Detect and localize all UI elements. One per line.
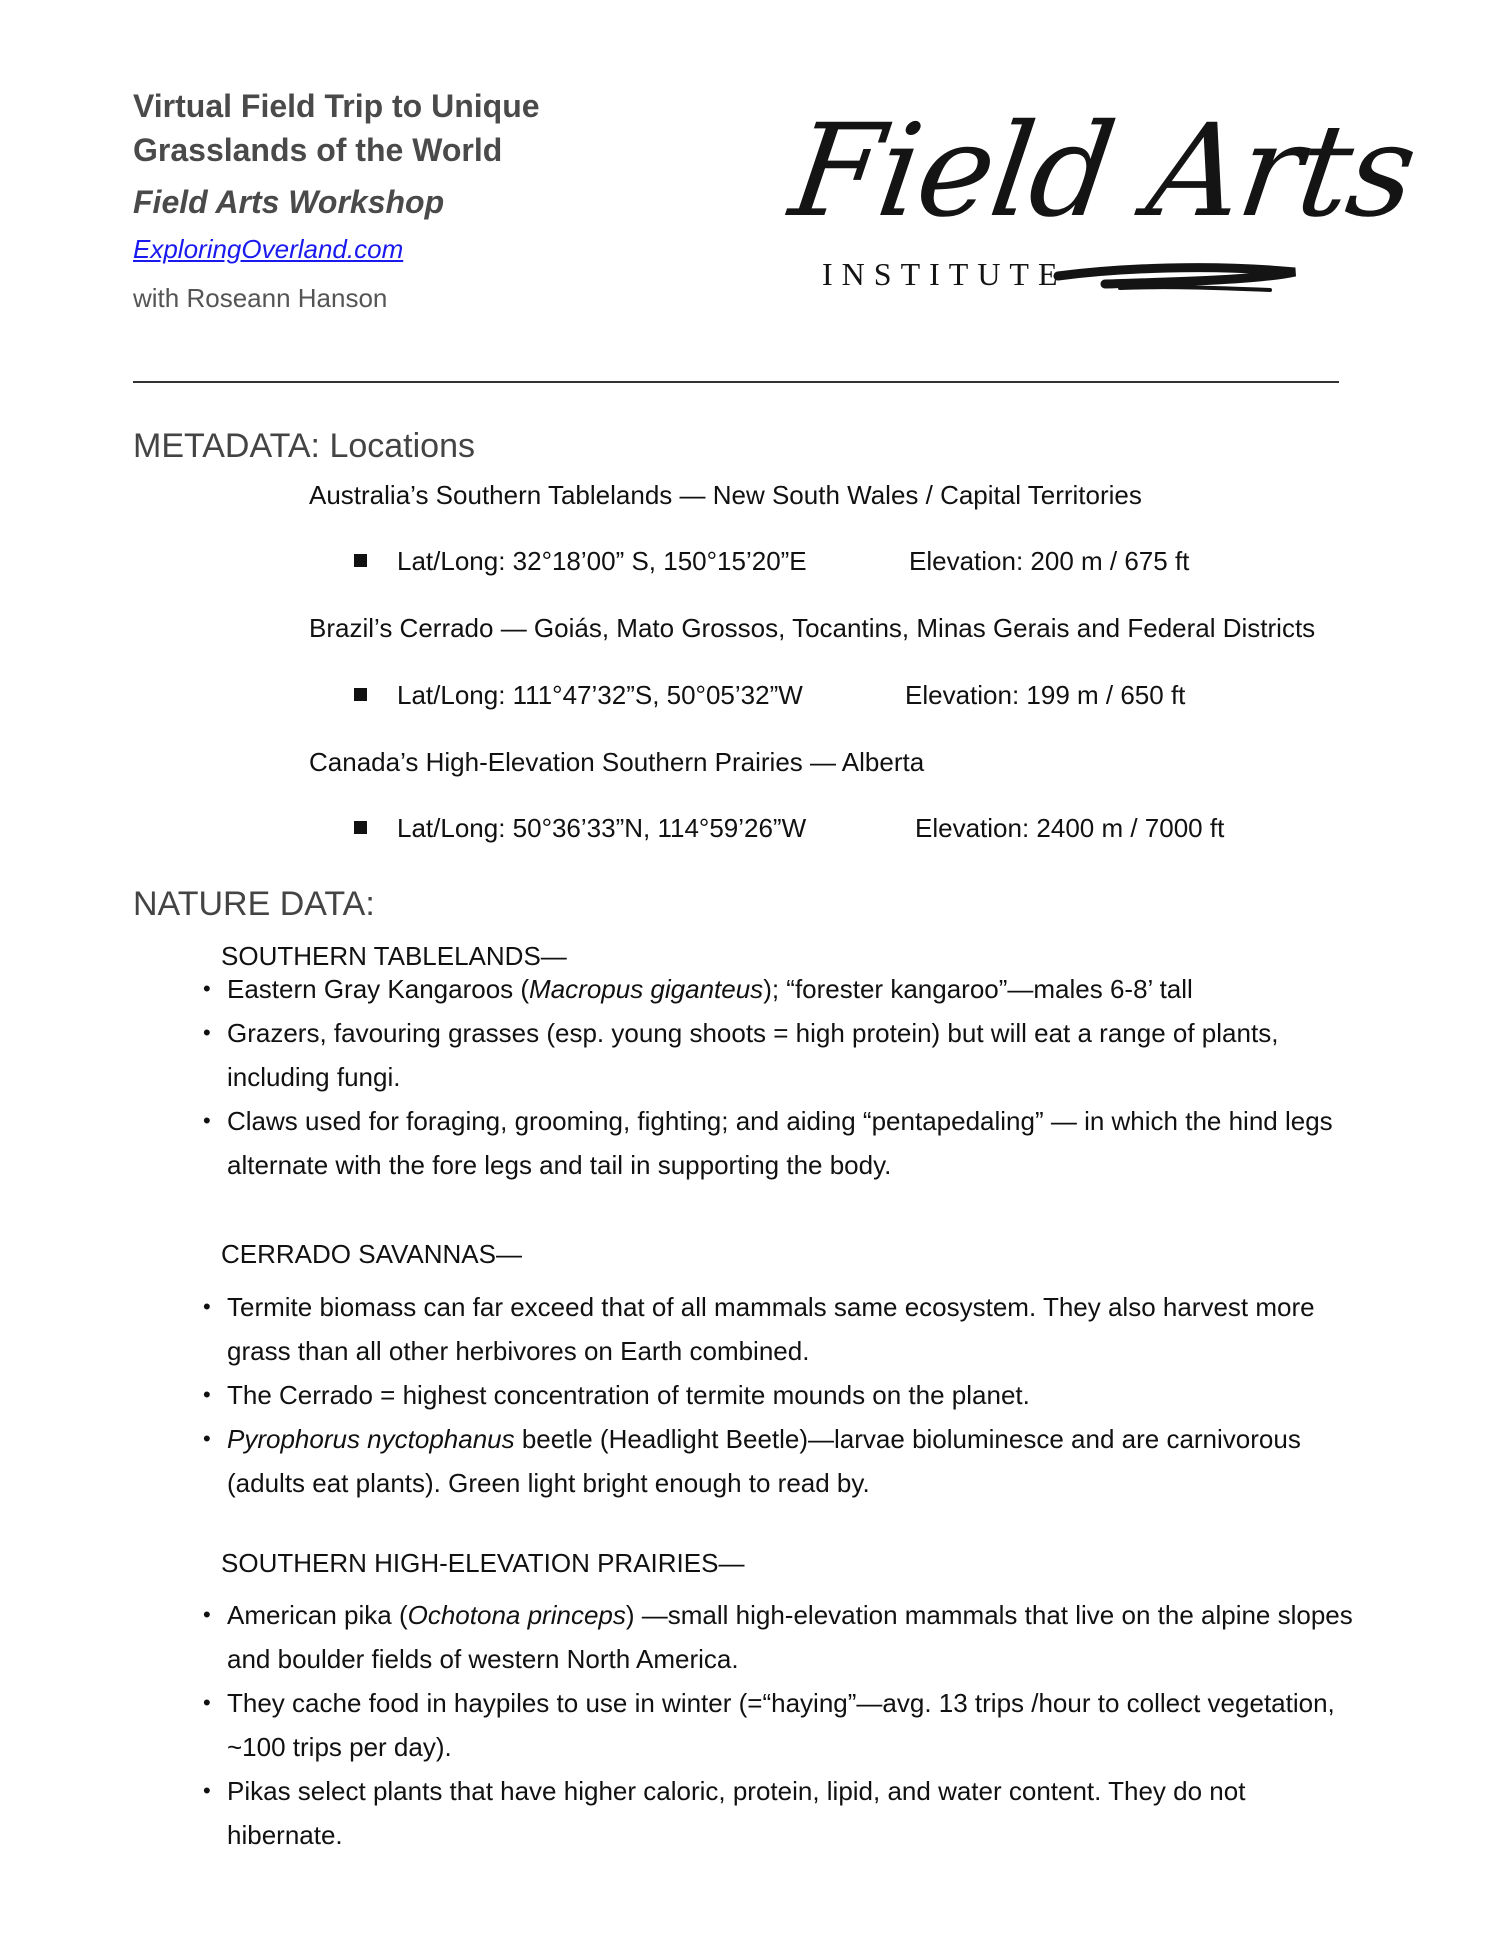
list-item: • They cache food in haypiles to use in winter (=“haying”—avg. 13 trips /hour to collect vegetation, ~100 trips per day). [203, 1681, 1363, 1769]
list-item: • The Cerrado = highest concentration of termite mounds on the planet. [203, 1373, 1363, 1417]
document-title-line-2: Grasslands of the World [133, 132, 503, 168]
location-coordinates [354, 680, 1186, 711]
lat-long-value: Lat/Long: 111°47’32”S, 50°05’32”W [397, 680, 803, 710]
logo-script-text: Field Arts [782, 97, 1424, 246]
elevation-value: Elevation: 199 m / 650 ft [905, 680, 1186, 710]
list-item: • Pikas select plants that have higher caloric, protein, lipid, and water content. They do not hibernate. [203, 1769, 1363, 1857]
bullet-list [203, 1285, 1363, 1505]
location-coordinates [354, 546, 1190, 577]
location-name: Brazil’s Cerrado — Goiás, Mato Grossos, Tocantins, Minas Gerais and Federal Districts [309, 613, 1316, 643]
elevation-value: Elevation: 200 m / 675 ft [909, 546, 1190, 576]
square-bullet-icon [354, 688, 367, 701]
author-byline: with Roseann Hanson [133, 283, 388, 313]
website-link[interactable]: ExploringOverland.com [133, 234, 404, 264]
document-header [133, 84, 773, 314]
lat-long-value: Lat/Long: 32°18’00” S, 150°15’20”E [397, 546, 807, 576]
list-item: • Pyrophorus nyctophanus beetle (Headlight Beetle)—larvae bioluminesce and are carnivorous (adults eat plants). Green light bright enough to read by. [203, 1417, 1363, 1505]
document-title-line-1: Virtual Field Trip to Unique [133, 88, 540, 124]
location-coordinates [354, 813, 1225, 844]
list-item: • Claws used for foraging, grooming, fighting; and aiding “pentapedaling” — in which the hind legs alternate with the fore legs and tail in supporting the body. [203, 1099, 1363, 1187]
bullet-list [203, 1593, 1363, 1857]
metadata-heading: METADATA: Locations [133, 427, 475, 465]
section-title: SOUTHERN HIGH-ELEVATION PRAIRIES— [221, 1548, 745, 1578]
list-item: • American pika (Ochotona princeps) —small high-elevation mammals that live on the alpine slopes and boulder fields of western North America. [203, 1593, 1363, 1681]
nature-data-heading: NATURE DATA: [133, 885, 375, 923]
section-title: SOUTHERN TABLELANDS— [221, 941, 567, 971]
list-item: • Grazers, favouring grasses (esp. young shoots = high protein) but will eat a range of plants, including fungi. [203, 1011, 1363, 1099]
lat-long-value: Lat/Long: 50°36’33”N, 114°59’26”W [397, 813, 807, 843]
logo-brush-underline [1120, 287, 1270, 290]
workshop-subtitle: Field Arts Workshop [133, 184, 445, 220]
logo-institute-text: INSTITUTE [822, 256, 1067, 292]
location-name: Australia’s Southern Tablelands — New South Wales / Capital Territories [309, 480, 1142, 510]
list-item: • Termite biomass can far exceed that of all mammals same ecosystem. They also harvest more grass than all other herbivores on Earth combined. [203, 1285, 1363, 1373]
elevation-value: Elevation: 2400 m / 7000 ft [915, 813, 1225, 843]
logo-brush-stroke [1058, 268, 1295, 284]
square-bullet-icon [354, 821, 367, 834]
field-arts-institute-logo [782, 50, 1424, 310]
square-bullet-icon [354, 554, 367, 567]
location-name: Canada’s High-Elevation Southern Prairies — Alberta [309, 747, 925, 777]
section-title: CERRADO SAVANNAS— [221, 1239, 522, 1269]
header-divider [133, 381, 1339, 383]
bullet-list [203, 967, 1363, 1187]
list-item: • Eastern Gray Kangaroos (Macropus giganteus); “forester kangaroo”—males 6-8’ tall [203, 967, 1363, 1011]
